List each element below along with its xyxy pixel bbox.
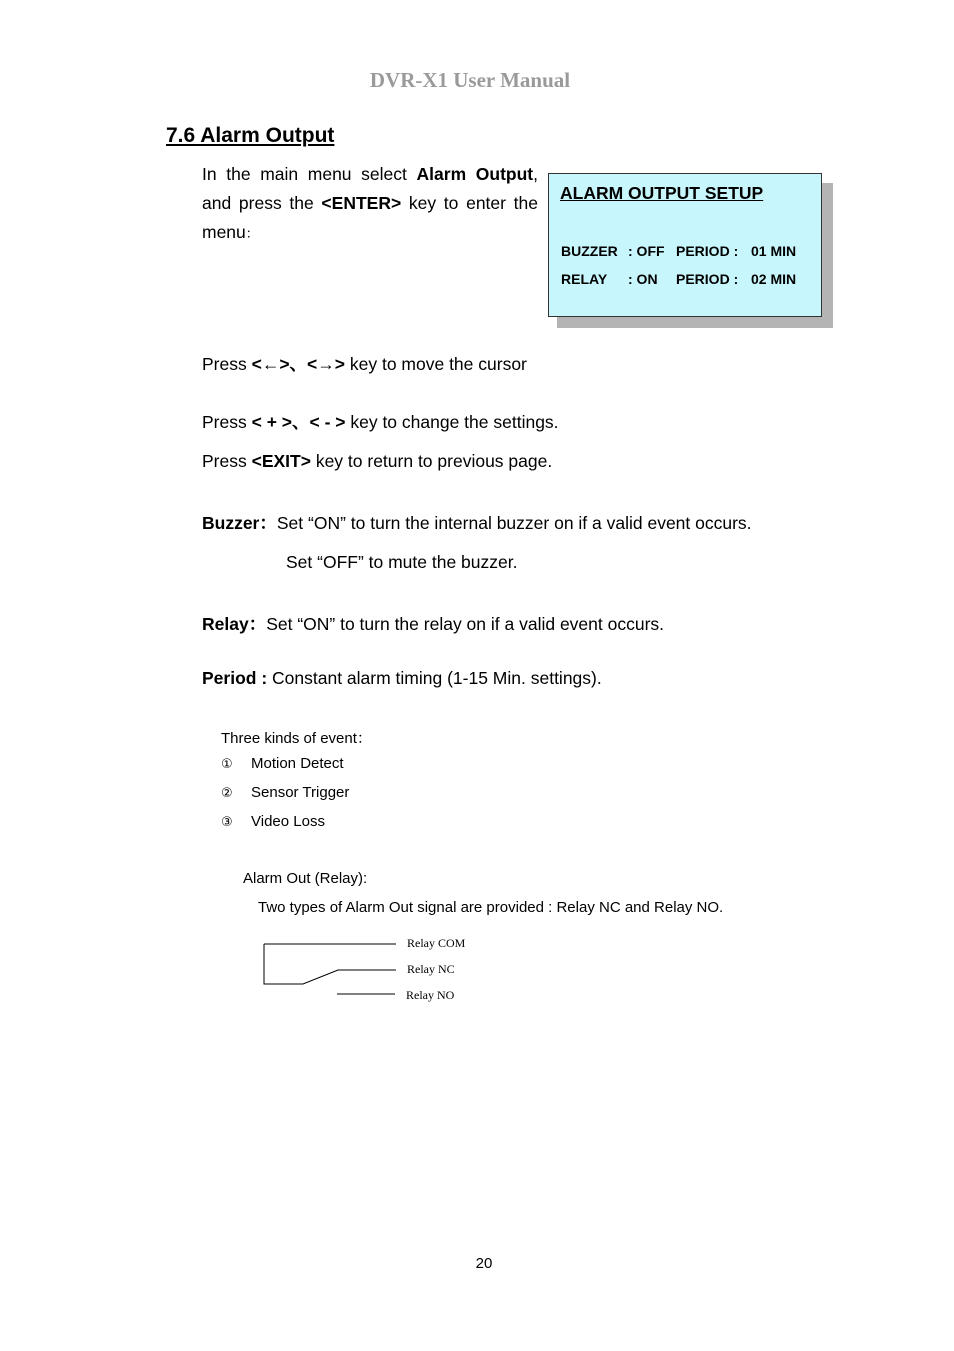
event-item-sensor-trigger: Sensor Trigger xyxy=(251,784,350,801)
instruction-change-keys: < + >、< - > xyxy=(251,412,346,432)
relay-description xyxy=(202,611,664,636)
instruction-exit-keys: <EXIT> xyxy=(251,451,311,471)
menu-row-buzzer-period-label: PERIOD : xyxy=(676,243,739,259)
alarm-out-title: Alarm Out (Relay): xyxy=(243,870,368,887)
intro-text-2: , and press the xyxy=(202,164,538,213)
event-item-motion-detect: Motion Detect xyxy=(251,755,344,772)
period-description xyxy=(202,668,602,689)
relay-diagram xyxy=(258,932,488,1008)
event-marker-1: ① xyxy=(221,756,233,771)
instruction-exit-prefix: Press xyxy=(202,451,252,471)
instruction-exit-suffix: key to return to previous page. xyxy=(310,451,553,471)
relay-nc-label: Relay NC xyxy=(407,962,455,976)
relay-text: Set “ON” to turn the relay on if a valid event occurs. xyxy=(266,614,665,634)
intro-bold-enter: <ENTER> xyxy=(321,193,402,213)
period-text: Constant alarm timing (1-15 Min. settings). xyxy=(267,668,602,688)
intro-colon: ： xyxy=(245,226,259,241)
instruction-cursor xyxy=(202,351,527,376)
buzzer-line-1: Set “ON” to turn the internal buzzer on if a valid event occurs. xyxy=(276,513,752,533)
instruction-change-prefix: Press xyxy=(202,412,252,432)
relay-no-label: Relay NO xyxy=(406,988,455,1002)
menu-row-buzzer-name: BUZZER xyxy=(561,243,618,259)
instruction-exit xyxy=(202,451,552,472)
page-number: 20 xyxy=(475,1255,493,1272)
page-header: DVR-X1 User Manual xyxy=(369,68,571,92)
events-title: Three kinds of event： xyxy=(221,730,372,747)
period-label: Period : xyxy=(202,668,268,688)
menu-row-relay-value: : ON xyxy=(628,271,658,287)
buzzer-description xyxy=(202,510,752,535)
instruction-cursor-prefix: Press xyxy=(202,354,252,374)
buzzer-line-2: Set “OFF” to mute the buzzer. xyxy=(286,552,518,572)
instruction-cursor-keys: <←>、<→> xyxy=(251,354,345,374)
instruction-cursor-suffix: key to move the cursor xyxy=(345,354,527,374)
event-marker-2: ② xyxy=(221,785,233,800)
menu-row-relay-name: RELAY xyxy=(561,271,608,287)
relay-diagram-lines xyxy=(264,944,396,994)
section-title: 7.6 Alarm Output xyxy=(166,124,335,147)
event-marker-3: ③ xyxy=(221,814,233,829)
instruction-change-suffix: key to change the settings. xyxy=(345,412,559,432)
alarm-out-description: Two types of Alarm Out signal are provided : Relay NC and Relay NO. xyxy=(258,899,724,916)
relay-nc-path xyxy=(264,944,396,984)
menu-row-buzzer-period-value: 01 MIN xyxy=(751,243,797,259)
relay-label: Relay： xyxy=(202,614,267,634)
intro-paragraph xyxy=(202,160,538,248)
menu-row-buzzer-value: : OFF xyxy=(628,243,665,259)
event-item-video-loss: Video Loss xyxy=(251,813,325,830)
intro-text-3: key to enter the menu xyxy=(202,193,539,242)
menu-row-relay-period-label: PERIOD : xyxy=(676,271,739,287)
menu-row-relay-period-value: 02 MIN xyxy=(751,271,797,287)
instruction-change xyxy=(202,409,559,434)
menu-title: ALARM OUTPUT SETUP xyxy=(560,183,764,203)
buzzer-label: Buzzer： xyxy=(202,513,277,533)
intro-bold-alarm-output: Alarm Output xyxy=(416,164,534,184)
relay-com-label: Relay COM xyxy=(407,936,466,950)
intro-text-1: In the main menu select xyxy=(202,164,417,184)
